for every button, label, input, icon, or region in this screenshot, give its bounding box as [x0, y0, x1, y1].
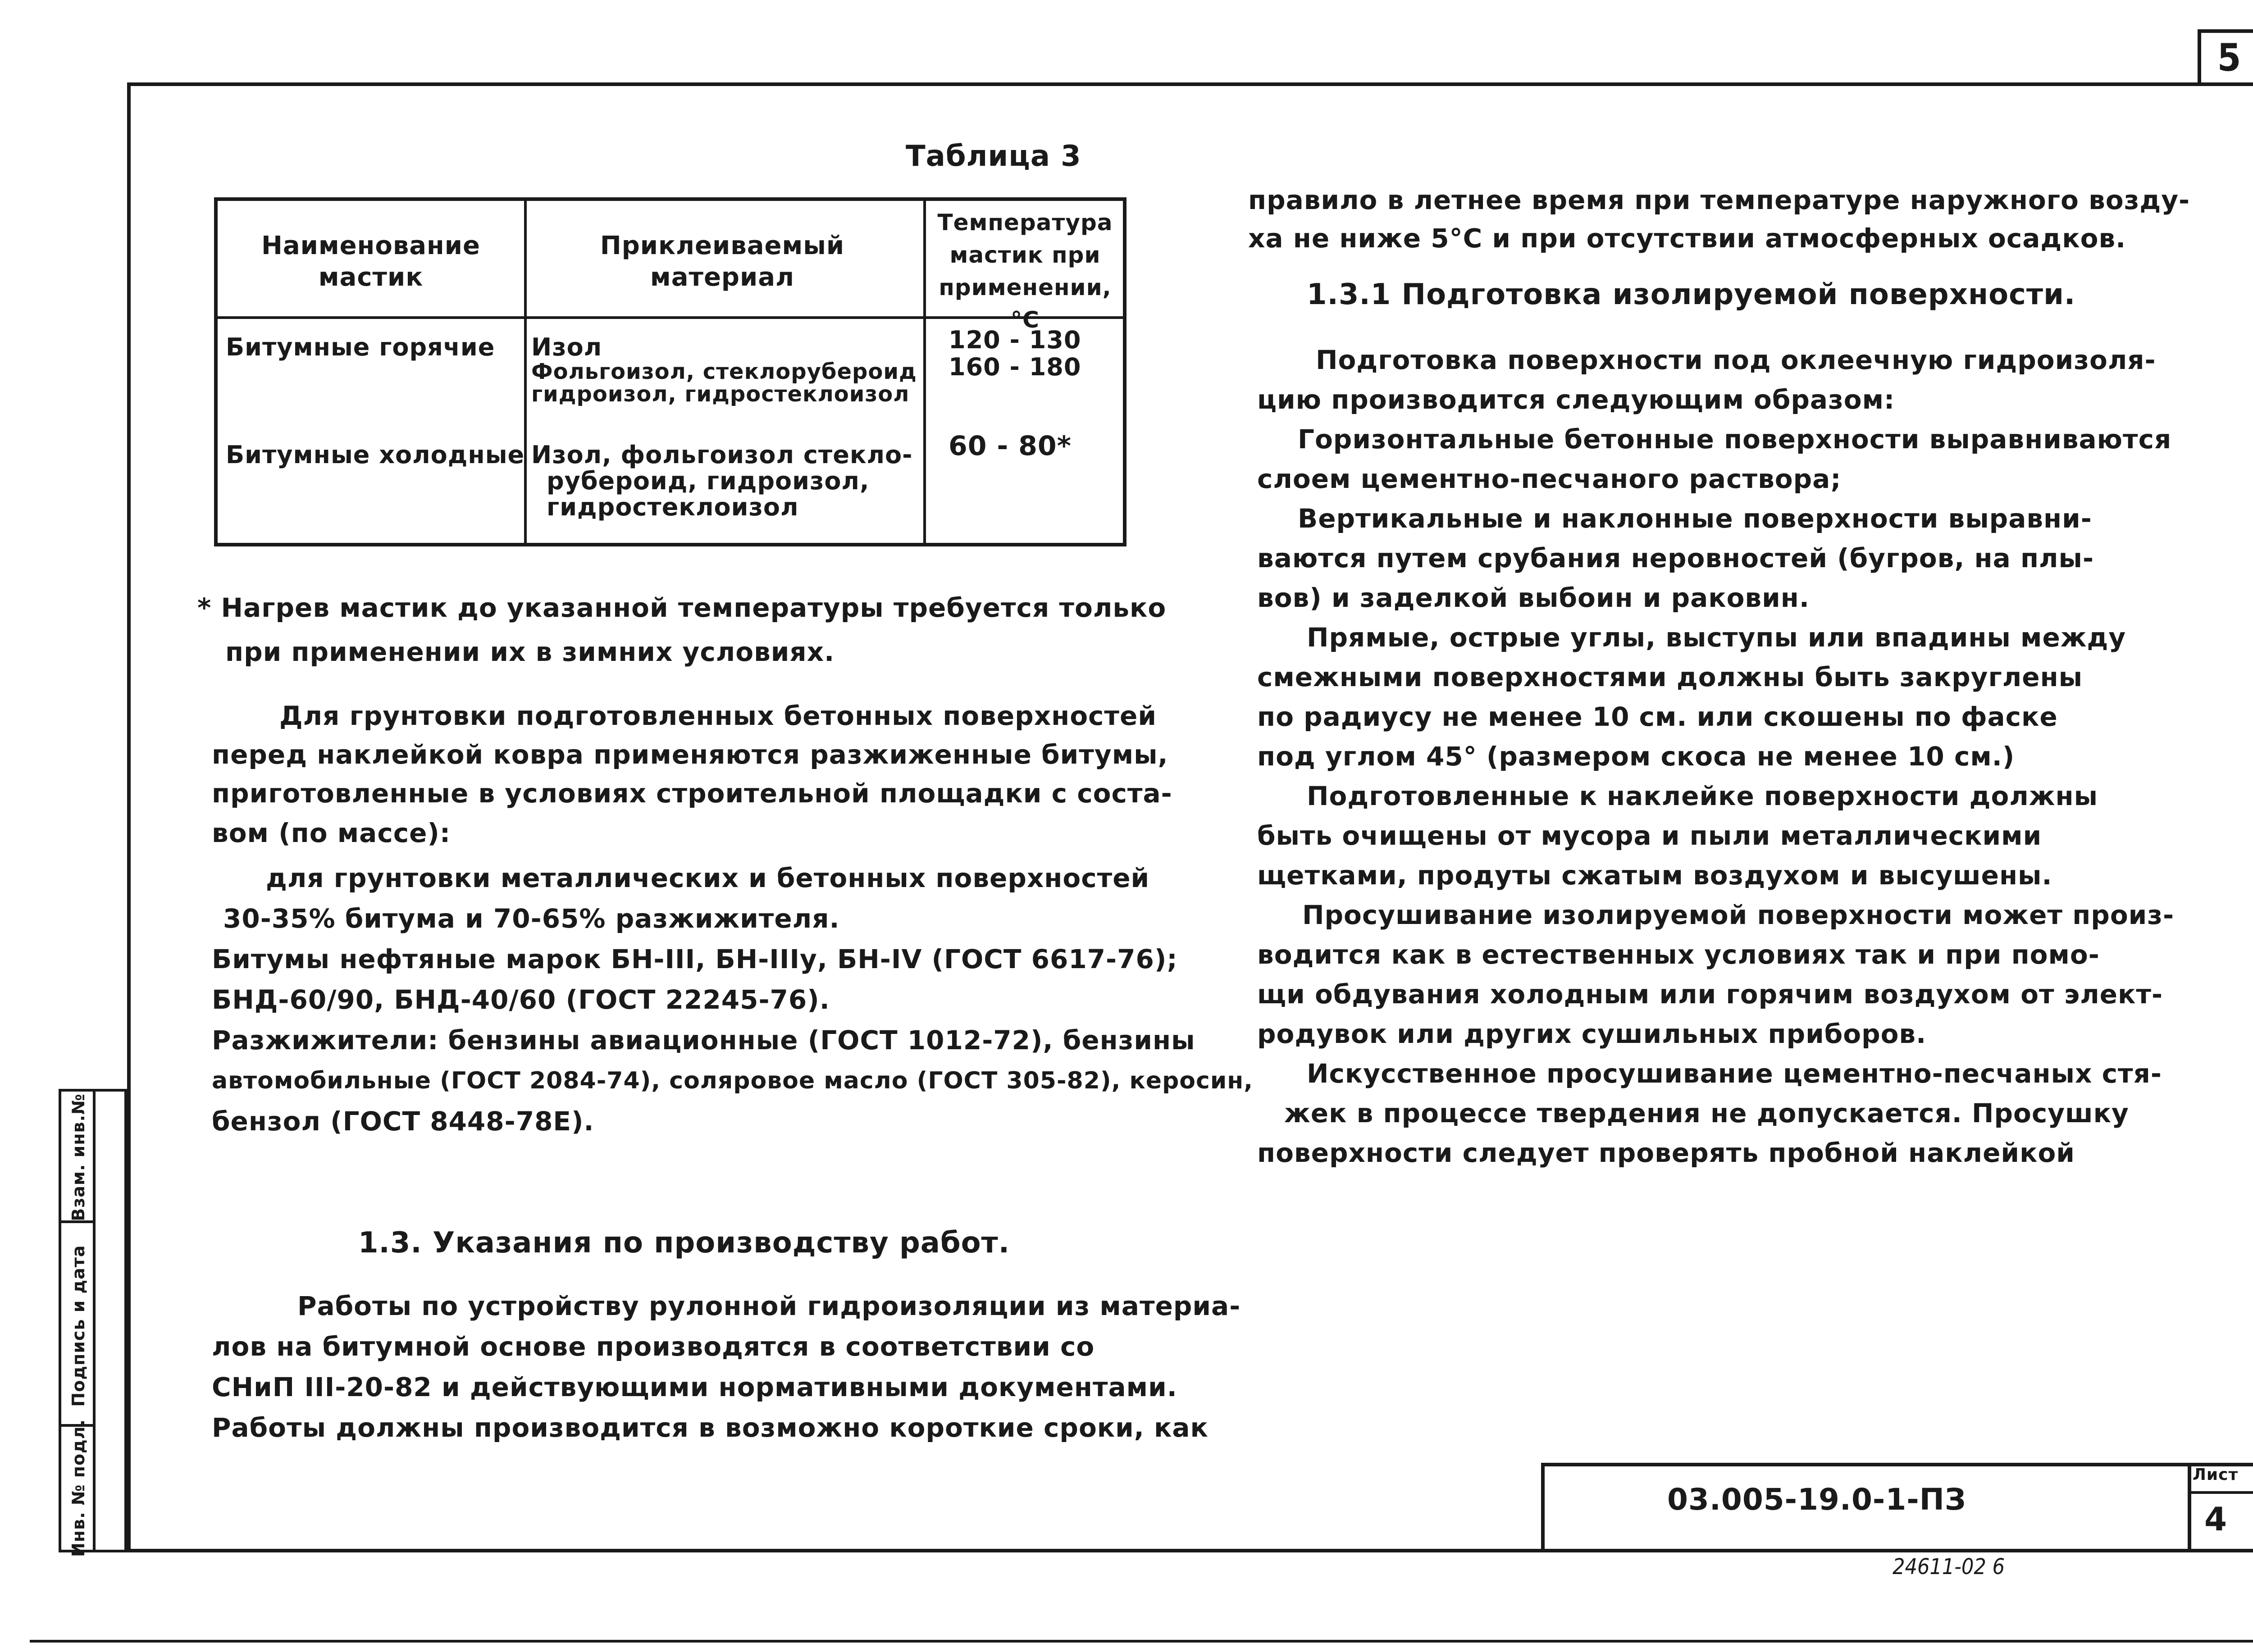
right-line-8: Прямые, острые углы, выступы или впадины между [1307, 622, 2126, 653]
right-line-16: водится как в естественных условиях так и при помо- [1257, 939, 2100, 970]
table-header-material: Приклеиваемый материал [600, 231, 845, 292]
right-line-11: под углом 45° (размером скоса не менее 10 см.) [1257, 741, 2015, 772]
sheet-box-divider [2188, 1491, 2253, 1494]
para1-line-11: бензол (ГОСТ 8448-78Е). [212, 1106, 594, 1137]
right-line-10: по радиусу не менее 10 см. или скошены по фаске [1257, 701, 2058, 732]
table-header-temp: Температура мастик при применении, °С [937, 209, 1113, 333]
right-line-4: слоем цементно-песчаного раствора; [1257, 464, 1842, 494]
right-line-18: родувок или других сушильных приборов. [1257, 1019, 1927, 1049]
row1-name: Битумные горячие [226, 333, 495, 361]
right-line-9: смежными поверхностями должны быть закруглены [1257, 662, 2083, 692]
bottom-border-line [30, 1640, 2253, 1643]
row1-material-3: гидроизол, гидростеклоизол [531, 382, 910, 407]
para1-line-7: Битумы нефтяные марок БН-III, БН-IIIу, БН-IV (ГОСТ 6617-76); [212, 944, 1178, 974]
right-line-13: быть очищены от мусора и пыли металлическими [1257, 820, 2042, 851]
right-line-2: цию производится следующим образом: [1257, 384, 1895, 415]
para2-line-3: СНиП III-20-82 и действующими нормативными документами. [212, 1372, 1177, 1402]
right-line-7: вов) и заделкой выбоин и раковин. [1257, 583, 1810, 613]
footnote-line-2: при применении их в зимних условиях. [225, 637, 835, 667]
table-caption: Таблица 3 [906, 140, 1081, 173]
stamp-strip [59, 1089, 127, 1557]
right-line-19: Искусственное просушивание цементно-песчаных стя- [1307, 1058, 2162, 1089]
para1-line-8: БНД-60/90, БНД-40/60 (ГОСТ 22245-76). [212, 984, 830, 1015]
sheet-label: Лист [2193, 1465, 2239, 1484]
right-line-3: Горизонтальные бетонные поверхности выравниваются [1298, 424, 2172, 455]
strip-label-replace: Взам. инв.№ [68, 1093, 88, 1221]
para1-line-2: перед наклейкой ковра применяются разжиженные битумы, [212, 739, 1168, 770]
right-line-1: Подготовка поверхности под оклеечную гидроизоля- [1316, 345, 2156, 375]
right-line-5: Вертикальные и наклонные поверхности выравни- [1298, 503, 2092, 534]
row2-temp: 60 - 80* [949, 430, 1072, 462]
row2-material-1: Изол, фольгоизол стекло- [531, 441, 913, 469]
footnote-line-1: * Нагрев мастик до указанной температуры требуется только [197, 592, 1167, 623]
para2-line-1: Работы по устройству рулонной гидроизоляции из материа- [297, 1291, 1241, 1321]
row1-material-2: Фольгоизол, стеклорубероид [531, 359, 917, 384]
para2-line-2: лов на битумной основе производятся в соответствии со [212, 1331, 1095, 1362]
table-header-name: Наименование мастик [261, 231, 480, 292]
right-line-21: поверхности следует проверять пробной наклейкой [1257, 1138, 2075, 1168]
row2-name: Битумные холодные [226, 441, 525, 469]
para1-line-1: Для грунтовки подготовленных бетонных поверхностей [279, 701, 1157, 731]
right-line-6: ваются путем срубания неровностей (бугров, на плы- [1257, 543, 2094, 573]
para2-line-4: Работы должны производится в возможно короткие сроки, как [212, 1412, 1209, 1443]
row2-material-2: рубероид, гидроизол, [547, 467, 870, 495]
subsection-title: 1.3.1 Подготовка изолируемой поверхности. [1307, 278, 2076, 311]
right-line-20: жек в процессе твердения не допускается. Просушку [1284, 1098, 2129, 1129]
sheet-value: 4 [2204, 1500, 2228, 1538]
section-title: 1.3. Указания по производству работ. [358, 1226, 1010, 1260]
mastic-table [214, 197, 1126, 546]
row2-material-3: гидростеклоизол [547, 493, 799, 521]
para1-line-10: автомобильные (ГОСТ 2084-74), соляровое масло (ГОСТ 305-82), керосин, [212, 1067, 1253, 1094]
para1-line-5: для грунтовки металлических и бетонных поверхностей [266, 863, 1150, 893]
strip-label-inv: Инв. № подл. [68, 1419, 88, 1557]
right-line-12: Подготовленные к наклейке поверхности должны [1307, 781, 2098, 811]
strip-label-signature: Подпись и дата [68, 1245, 88, 1407]
para1-line-3: приготовленные в условиях строительной площадки с соста- [212, 778, 1172, 809]
document-code: 03.005-19.0-1-ПЗ [1667, 1482, 1966, 1517]
para1-line-6: 30-35% битума и 70-65% разжижителя. [223, 903, 840, 934]
right-line-17: щи обдувания холодным или горячим воздухом от элект- [1257, 979, 2163, 1010]
right-line-top-2: ха не ниже 5°С и при отсутствии атмосферных осадков. [1248, 223, 2126, 254]
para1-line-9: Разжижители: бензины авиационные (ГОСТ 1012-72), бензины [212, 1025, 1195, 1056]
right-line-15: Просушивание изолируемой поверхности может произ- [1302, 900, 2175, 930]
para1-line-4: вом (по массе): [212, 818, 451, 848]
right-line-14: щетками, продуты сжатым воздухом и высушены. [1257, 860, 2052, 891]
row1-material-1: Изол [531, 333, 602, 361]
sheet-number: 5 [2198, 29, 2253, 86]
right-line-top-1: правило в летнее время при температуре наружного возду- [1248, 185, 2190, 215]
row1-temp-2: 160 - 180 [949, 353, 1081, 381]
archive-number: 24611-02 6 [1893, 1554, 2005, 1579]
row1-temp-1: 120 - 130 [949, 326, 1081, 354]
